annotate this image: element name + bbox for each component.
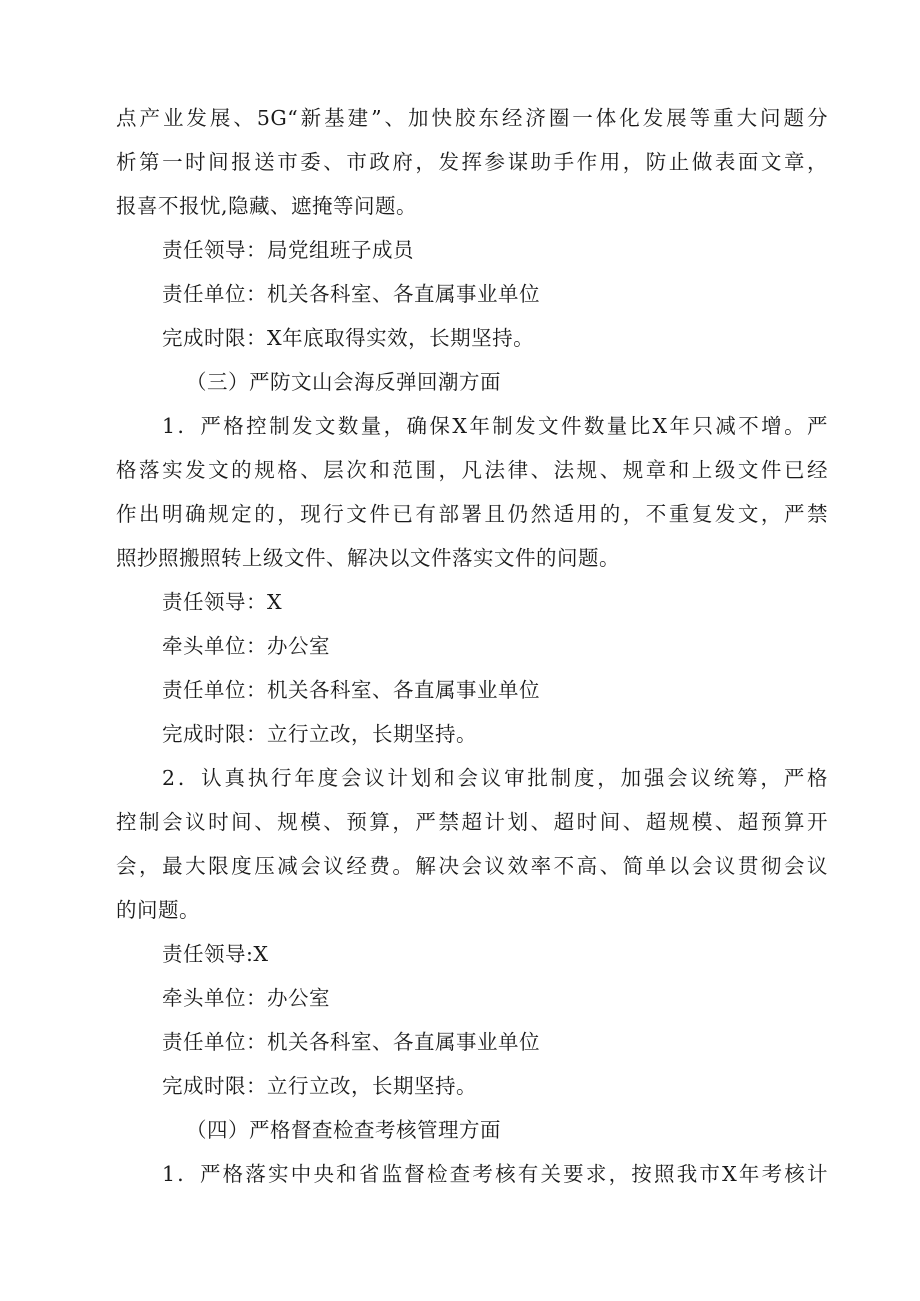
s3-item1-line-2: 格落实发文的规格、层次和范围，凡法律、法规、规章和上级文件已经 (116, 458, 828, 482)
intro-line-2: 析第一时间报送市委、市政府，发挥参谋助手作用，防止做表面文章， (116, 150, 828, 174)
intro-deadline: 完成时限：X年底取得实效，长期坚持。 (162, 326, 535, 350)
s3-item1-lead-unit: 牵头单位：办公室 (162, 634, 330, 658)
s3-item1-line-1: 1．严格控制发文数量，确保X年制发文件数量比X年只减不增。严 (162, 414, 828, 438)
intro-line-3: 报喜不报忧,隐藏、遮掩等问题。 (116, 194, 418, 218)
s3-item2-lead-unit: 牵头单位：办公室 (162, 986, 330, 1010)
intro-responsible-unit: 责任单位：机关各科室、各直属事业单位 (162, 282, 540, 306)
s3-item2-line-2: 控制会议时间、规模、预算，严禁超计划、超时间、超规模、超预算开 (116, 810, 828, 834)
s3-item1-line-3: 作出明确规定的，现行文件已有部署且仍然适用的，不重复发文，严禁 (116, 502, 828, 526)
s3-item1-responsible-unit: 责任单位：机关各科室、各直属事业单位 (162, 678, 540, 702)
s3-item2-responsible-leader: 责任领导:X (162, 942, 269, 966)
s3-item1-line-4: 照抄照搬照转上级文件、解决以文件落实文件的问题。 (116, 546, 620, 570)
s3-item2-responsible-unit: 责任单位：机关各科室、各直属事业单位 (162, 1030, 540, 1054)
section-4-heading: （四）严格督查检查考核管理方面 (186, 1118, 501, 1142)
s3-item2-line-4: 的问题。 (116, 898, 200, 922)
intro-line-1: 点产业发展、5G“新基建”、加快胶东经济圈一体化发展等重大问题分 (116, 106, 828, 130)
intro-responsible-leader: 责任领导：局党组班子成员 (162, 238, 414, 262)
s3-item2-line-3: 会，最大限度压减会议经费。解决会议效率不高、简单以会议贯彻会议 (116, 854, 828, 878)
s3-item1-deadline: 完成时限：立行立改，长期坚持。 (162, 722, 477, 746)
s3-item2-deadline: 完成时限：立行立改，长期坚持。 (162, 1074, 477, 1098)
s4-item1-line-1: 1．严格落实中央和省监督检查考核有关要求，按照我市X年考核计 (162, 1162, 828, 1186)
s3-item2-line-1: 2．认真执行年度会议计划和会议审批制度，加强会议统筹，严格 (162, 766, 828, 790)
section-3-heading: （三）严防文山会海反弹回潮方面 (186, 370, 501, 394)
s3-item1-responsible-leader: 责任领导：X (162, 590, 283, 614)
